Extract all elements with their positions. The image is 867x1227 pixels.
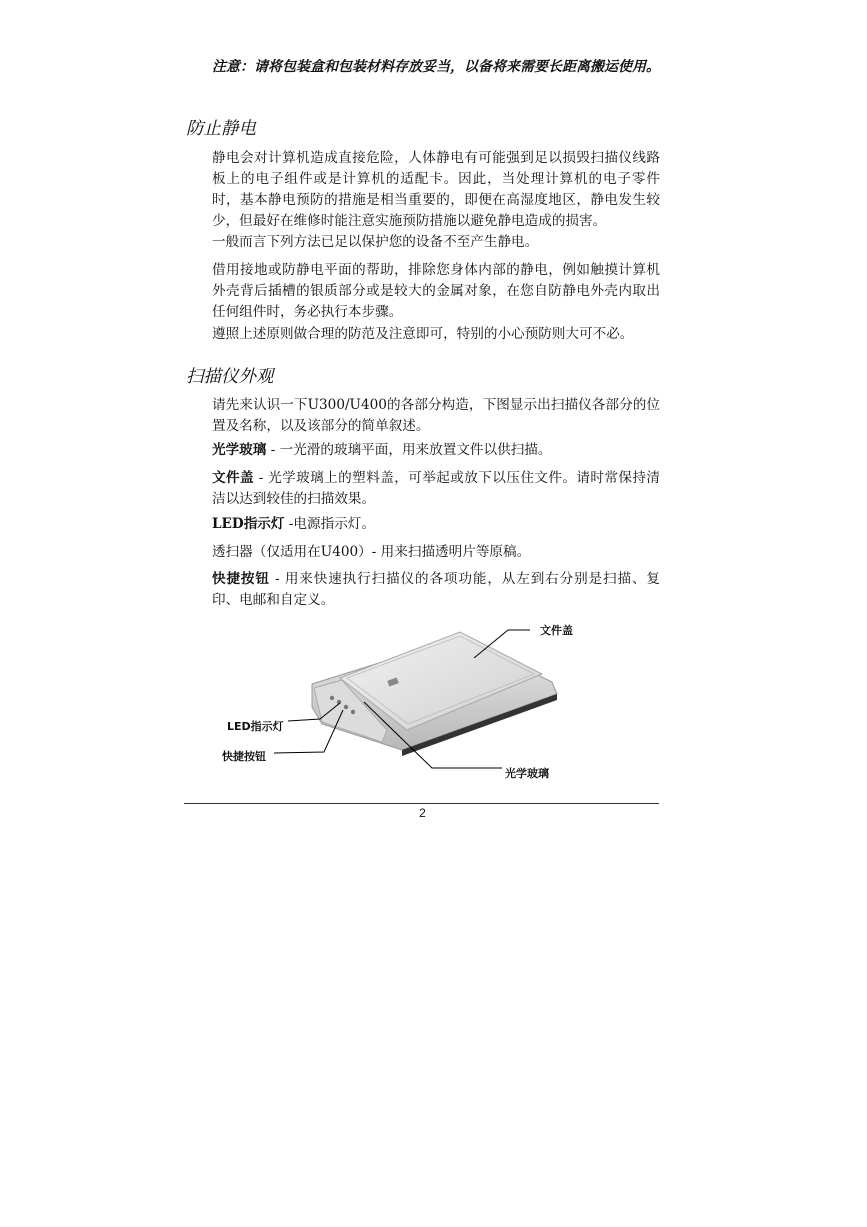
esd-paragraph-2: 一般而言下列方法已足以保护您的设备不至产生静电。 — [212, 234, 539, 250]
part-desc: -电源指示灯。 — [284, 516, 375, 532]
label-led: LED指示灯 — [227, 720, 284, 733]
part-term: 文件盖 — [212, 470, 255, 486]
part-term: 快捷按钮 — [212, 571, 270, 587]
scanner-figure — [212, 612, 662, 792]
part-led — [212, 514, 660, 535]
label-glass: 光学玻璃 — [505, 767, 549, 780]
page-number: 2 — [419, 806, 426, 820]
esd-paragraph-3: 借用接地或防静电平面的帮助，排除您身体内部的静电，例如触摸计算机外壳背后插槽的银质部分或是较大的金属对象，在您自防静电外壳内取出任何组件时，务必执行本步骤。 — [212, 262, 660, 320]
part-desc: - 用来快速执行扫描仪的各项功能，从左到右分别是扫描、复印、电邮和自定义。 — [212, 571, 661, 608]
footer-rule — [184, 803, 659, 804]
label-buttons: 快捷按钮 — [222, 750, 266, 763]
part-buttons — [212, 569, 660, 611]
part-desc: - 光学玻璃上的塑料盖，可举起或放下以压住文件。请时常保持清洁以达到较佳的扫描效果。 — [212, 470, 661, 507]
part-term: 光学玻璃 — [212, 442, 267, 458]
esd-paragraph-4: 遵照上述原则做合理的防范及注意即可，特别的小心预防则大可不必。 — [212, 326, 634, 342]
esd-paragraph-1: 静电会对计算机造成直接危险，人体静电有可能强到足以损毁扫描仪线路板上的电子组件或是计算机的适配卡。因此，当处理计算机的电子零件时，基本静电预防的措施是相当重要的，即便在高湿度地区，静电发生较少，但最好在维修时能注意实施预防措施以避免静电造成的损害。 — [212, 150, 660, 229]
label-cover: 文件盖 — [540, 624, 573, 637]
overview-intro: 请先来认识一下U300/U400的各部分构造，下图显示出扫描仪各部分的位置及名称，以及该部分的简单叙述。 — [212, 397, 660, 434]
part-desc: - 一光滑的玻璃平面，用来放置文件以供扫描。 — [266, 442, 552, 458]
part-cover — [212, 468, 660, 510]
part-desc: 透扫器（仅适用在U400）- 用来扫描透明片等原稿。 — [212, 544, 531, 560]
part-transparency — [212, 542, 660, 563]
scanner-illustration — [212, 612, 662, 792]
heading-esd: 防止静电 — [186, 119, 256, 139]
packaging-note: 注意：请将包装盒和包装材料存放妥当，以备将来需要长距离搬运使用。 — [212, 59, 660, 75]
part-term: LED指示灯 — [212, 516, 285, 532]
heading-scanner-overview: 扫描仪外观 — [186, 367, 274, 387]
part-glass — [212, 440, 660, 461]
